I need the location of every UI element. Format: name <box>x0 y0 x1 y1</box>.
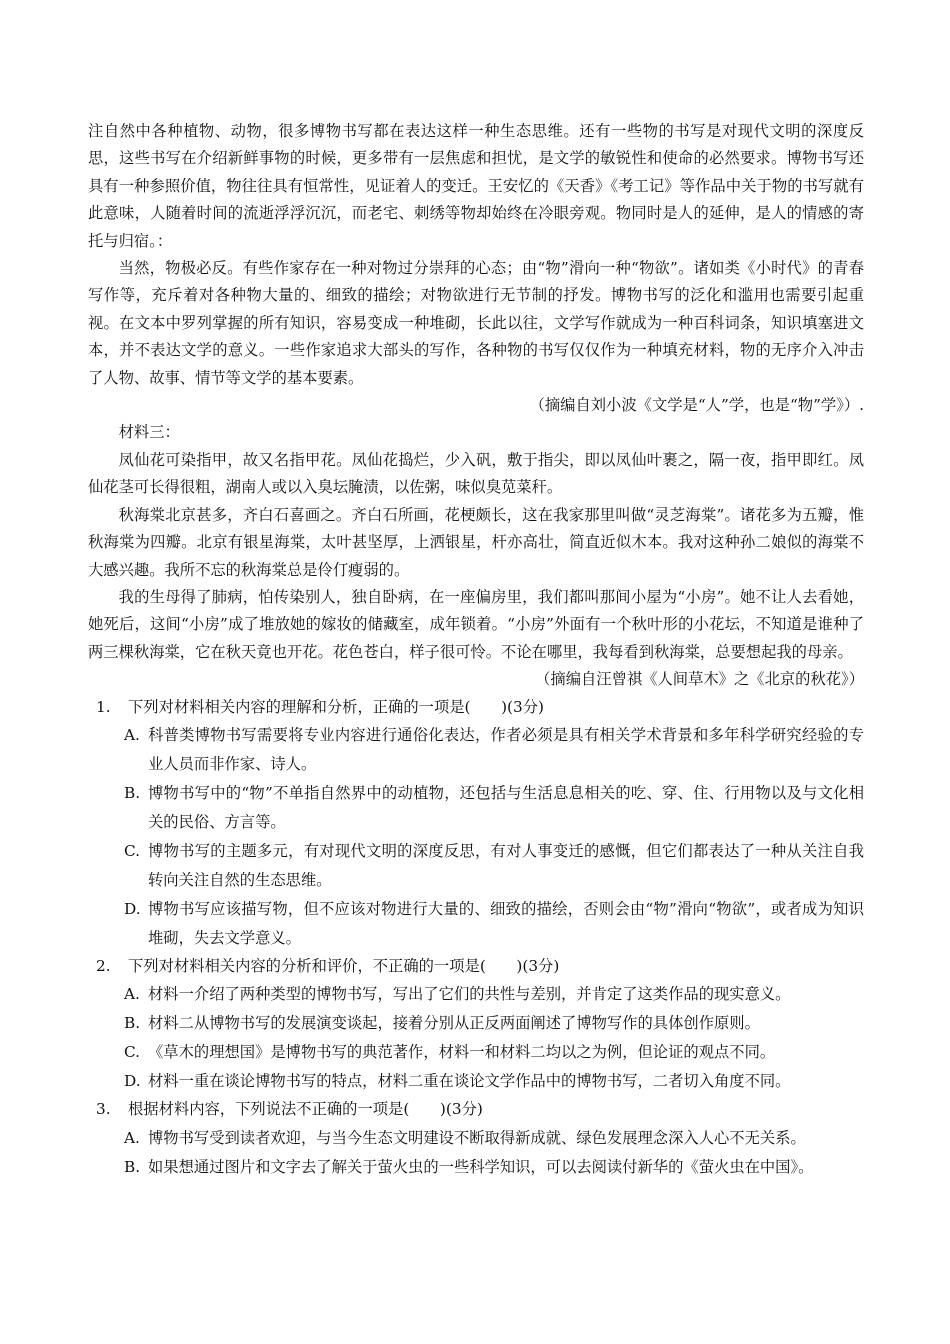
question-3-option-a <box>88 1124 864 1153</box>
option-label: D. <box>124 1072 141 1091</box>
material3-source: （摘编自汪曾祺《人间草木》之《北京的秋花》） <box>535 670 864 689</box>
document-page <box>88 118 864 1182</box>
option-text: 如果想通过图片和文字去了解关于萤火虫的一些科学知识，可以去阅读付新华的《萤火虫在中国》。 <box>148 1157 814 1176</box>
material3-paragraph-1: 凤仙花可染指甲，故又名指甲花。凤仙花捣烂，少入矾，敷于指尖，即以凤仙叶裹之，隔一夜，指甲即红。凤仙花茎可长得很粗，湖南人或以入臭坛腌渍，以佐粥，味似臭苋菜秆。 <box>88 450 864 497</box>
option-label: C. <box>124 1043 141 1062</box>
question-text: 下列对材料相关内容的理解和分析，正确的一项是( )(3分) <box>128 697 545 716</box>
option-label: B. <box>124 1014 141 1033</box>
option-label: D. <box>124 899 141 918</box>
option-text: 博物书写中的“物”不单指自然界中的动植物，还包括与生活息息相关的吃、穿、住、行用物以及与文化相关的民俗、方言等。 <box>148 783 864 831</box>
material2-source: （摘编自刘小波《文学是“人”学，也是“物”学》）. <box>529 396 864 415</box>
question-3-option-b <box>88 1153 864 1182</box>
question-number: 2. <box>96 956 111 975</box>
question-2-option-c <box>88 1038 864 1067</box>
material3-paragraph-2: 秋海棠北京甚多，齐白石喜画之。齐白石所画，花梗颇长，这在我家那里叫做“灵芝海棠”。诸花多为五瓣，惟秋海棠为四瓣。北京有银星海棠，太叶甚坚厚，上洒银星，杆亦高壮，简直近似木本。我对这种孙二娘似的海棠不大感兴趣。我所不忘的秋海棠总是伶仃瘦弱的。 <box>88 505 864 579</box>
option-text: 科普类博物书写需要将专业内容进行通俗化表达，作者必须是具有相关学术背景和多年科学研究经验的专业人员而非作家、诗人。 <box>148 725 864 773</box>
question-2-option-d <box>88 1067 864 1096</box>
option-text: 《草木的理想国》是博物书写的典范著作，材料一和材料二均以之为例，但论证的观点不同。 <box>148 1043 776 1062</box>
question-1-option-b <box>88 779 864 837</box>
question-1-option-a <box>88 721 864 779</box>
option-label: A. <box>124 725 140 744</box>
option-text: 博物书写受到读者欢迎，与当今生态文明建设不断取得新成就、绿色发展理念深入人心不无关系。 <box>148 1128 806 1147</box>
questions-section <box>88 694 864 1182</box>
question-text: 根据材料内容，下列说法不正确的一项是( )(3分) <box>128 1100 483 1119</box>
question-2-stem <box>88 953 864 980</box>
question-number: 1. <box>96 697 111 716</box>
option-text: 材料一介绍了两种类型的博物书写，写出了它们的共性与差别，并肯定了这类作品的现实意义。 <box>148 985 791 1004</box>
material3-label: 材料三： <box>118 423 180 442</box>
question-number: 3. <box>96 1100 111 1119</box>
question-3-stem <box>88 1096 864 1123</box>
question-1-option-d <box>88 895 864 953</box>
option-text: 材料一重在谈论博物书写的特点，材料二重在谈论文学作品中的博物书写，二者切入角度不同。 <box>148 1072 791 1091</box>
option-text: 材料二从博物书写的发展演变谈起，接着分别从正反两面阐述了博物写作的具体创作原则。 <box>148 1014 760 1033</box>
option-label: B. <box>124 1157 141 1176</box>
question-text: 下列对材料相关内容的分析和评价，不正确的一项是( )(3分) <box>128 956 560 975</box>
question-1-option-c <box>88 837 864 895</box>
option-text: 博物书写应该描写物，但不应该对物进行大量的、细致的描绘，否则会由“物”滑向“物欲”，或者成为知识堆砌，失去文学意义。 <box>148 899 864 947</box>
option-label: A. <box>124 985 140 1004</box>
material2-paragraph-2: 当然，物极必反。有些作家存在一种对物过分崇拜的心态；由“物”滑向一种“物欲”。诸如类《小时代》的青春写作等，充斥着对各种物大量的、细致的描绘；对物欲进行无节制的抒发。博物书写的泛化和滥用也需要引起重视。在文本中罗列掌握的所有知识，容易变成一种堆砌，长此以往，文学写作就成为一种百科词条，知识填塞进文本，并不表达文学的意义。一些作家追求大部头的写作，各种物的书写仅仅作为一种填充材料，物的无序介入冲击了人物、故事、情节等文学的基本要素。 <box>88 259 864 387</box>
material3-paragraph-3: 我的生母得了肺病，怕传染别人，独自卧病，在一座偏房里，我们都叫那间小屋为“小房”。她不让人去看她，她死后，这间“小房”成了堆放她的嫁妆的储藏室，成年锁着。“小房”外面有一个秋叶形的小花坛，不知道是谁种了两三棵秋海棠，它在秋天竟也开花。花色苍白，样子很可怜。不论在哪里，我每看到秋海棠，总要想起我的母亲。 <box>88 587 864 661</box>
option-label: B. <box>124 783 141 802</box>
option-label: C. <box>124 841 141 860</box>
question-1-stem <box>88 694 864 721</box>
material2-paragraph-1: 注自然中各种植物、动物，很多博物书写都在表达这样一种生态思维。还有一些物的书写是对现代文明的深度反思，这些书写在介绍新鲜事物的时候，更多带有一层焦虑和担忧，是文学的敏锐性和使命的必然要求。博物书写还具有一种参照价值，物往往具有恒常性，见证着人的变迁。王安忆的《天香》《考工记》等作品中关于物的书写就有此意味，人随着时间的流逝浮浮沉沉，而老宅、刺绣等物却始终在冷眼旁观。物同时是人的延伸，是人的情感的寄托与归宿。： <box>88 122 864 250</box>
option-label: A. <box>124 1128 140 1147</box>
question-2-option-a <box>88 980 864 1009</box>
question-2-option-b <box>88 1009 864 1038</box>
option-text: 博物书写的主题多元，有对现代文明的深度反思，有对人事变迁的感慨，但它们都表达了一种从关注自我转向关注自然的生态思维。 <box>148 841 864 889</box>
